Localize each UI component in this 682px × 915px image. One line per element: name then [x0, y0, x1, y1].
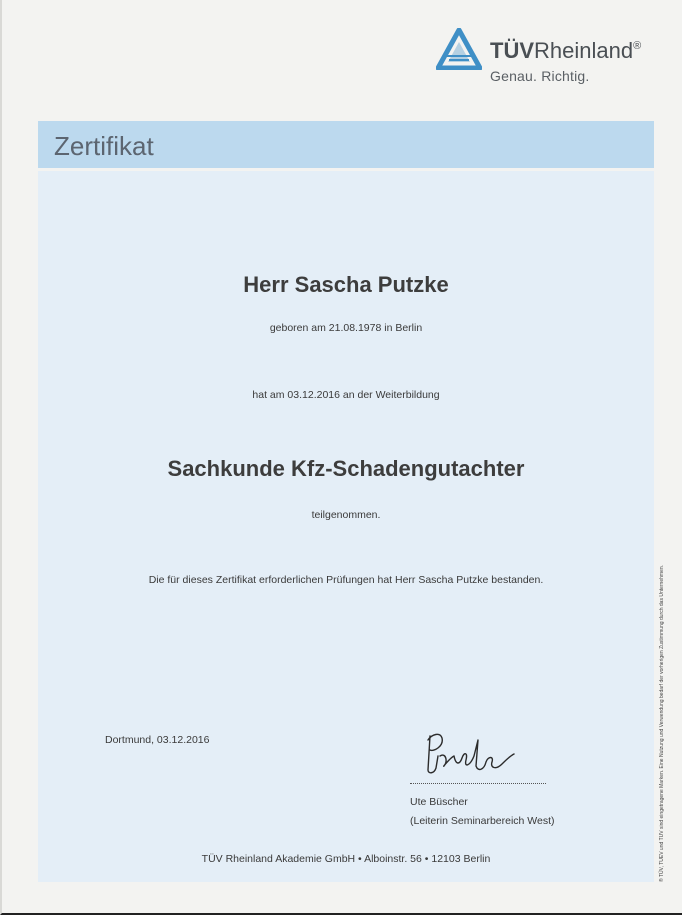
footer-address: TÜV Rheinland Akademie GmbH • Alboinstr. 56 • 12103 Berlin — [201, 853, 491, 865]
certificate-title: Zertifikat — [54, 131, 154, 161]
title-band — [38, 121, 654, 168]
logo-slogan: Genau. Richtig. — [490, 68, 590, 84]
handwritten-signature — [420, 726, 520, 782]
signature-line — [410, 783, 546, 784]
logo-brand: TÜVRheinland® — [490, 38, 642, 63]
signer-name: Ute Büscher — [410, 796, 468, 808]
tuv-triangle-icon — [436, 28, 482, 70]
participated-text: teilgenommen. — [311, 509, 381, 521]
place-date: Dortmund, 03.12.2016 — [105, 734, 210, 746]
trademark-note — [659, 496, 671, 882]
birth-info: geboren am 21.08.1978 in Berlin — [269, 322, 423, 334]
recipient-name: Herr Sascha Putzke — [243, 272, 449, 297]
exam-passed-text: Die für dieses Zertifikat erforderlichen Prüfungen hat Herr Sascha Putzke bestanden. — [148, 574, 544, 586]
trademark-note-text: ® TÜV, TUEV und TUV sind eingetragene Marken. Eine Nutzung und Verwendung bedarf der vorherigen Zustimmung durch das Unternehmen. — [659, 564, 665, 882]
attendance-text: hat am 03.12.2016 an der Weiterbildung — [252, 389, 440, 401]
tuv-rheinland-logo — [436, 28, 656, 90]
signer-role: (Leiterin Seminarbereich West) — [410, 815, 555, 827]
course-title: Sachkunde Kfz-Schadengutachter — [167, 456, 525, 481]
